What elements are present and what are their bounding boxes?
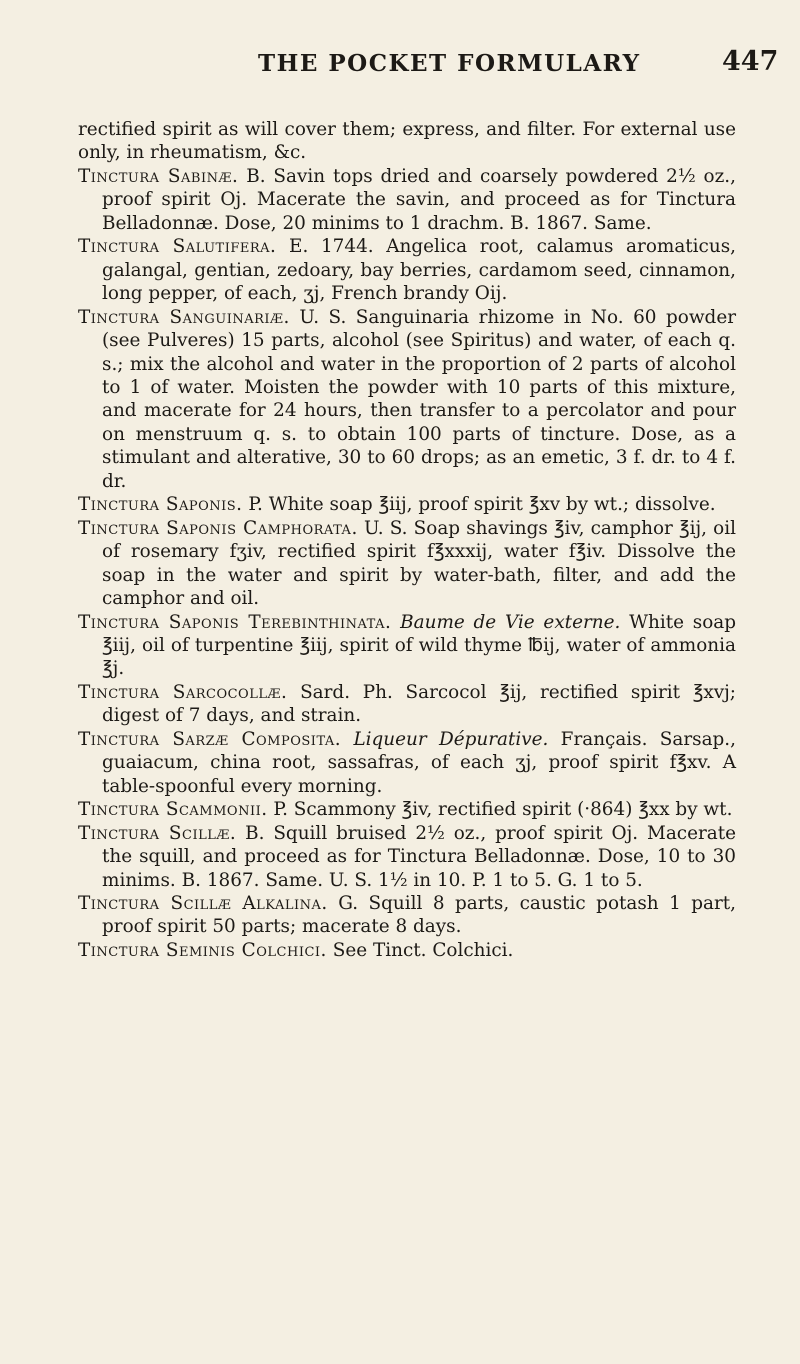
entry-continuation [78, 118, 736, 165]
entry-body: rectified spirit as will cover them; express, and filter. For external use only, in rheumatism, &c. [78, 119, 736, 164]
entry-heading: Tinctura Sarzæ Composita. [78, 728, 342, 750]
entry-heading: Tinctura Salutifera. [78, 236, 277, 258]
entry-tinctura-saponis-camphorata [78, 517, 736, 611]
entry-body: U. S. Soap shavings ℥iv, camphor ℥ij, oil of rosemary fʒiv, rectified spirit f℥xxxij, water f℥iv. Dissolve the soap in the water and spirit by water-bath, filter, and add the camphor and oil. [102, 517, 736, 610]
entry-body: See Tinct. Colchici. [326, 939, 514, 961]
entry-tinctura-saponis-terebinthinata [78, 611, 736, 681]
formulary-text [78, 118, 736, 962]
entry-tinctura-sanguinariae [78, 306, 736, 494]
running-head: THE POCKET FORMULARY [258, 50, 641, 77]
entry-body: P. White soap ℥iij, proof spirit ℥xv by wt.; dissolve. [242, 494, 716, 516]
entry-synonym: Baume de Vie externe. [391, 611, 621, 633]
page-header [0, 46, 800, 86]
entry-body: E. 1744. Angelica root, calamus aromaticus, galangal, gentian, zedoary, bay berries, cardamom seed, cinnamon, long pepper, of each, ʒj, French brandy Oij. [102, 236, 736, 305]
entry-heading: Tinctura Scillæ. [78, 822, 237, 844]
entry-heading: Tinctura Sabinæ. [78, 165, 239, 187]
entry-tinctura-scillae [78, 822, 736, 892]
entry-body: White soap ℥iij, oil of turpentine ℥iij, spirit of wild thyme ℔ij, water of ammonia ℥j. [102, 611, 737, 680]
entry-tinctura-scammonii [78, 798, 736, 821]
entry-tinctura-sarzae-composita [78, 728, 736, 798]
entry-heading: Tinctura Seminis Colchici. [78, 939, 327, 961]
entry-tinctura-sabinae [78, 165, 736, 235]
entry-tinctura-saponis [78, 493, 736, 516]
entry-synonym: Liqueur Dépurative. [341, 728, 549, 750]
page-number: 447 [722, 46, 779, 77]
entry-heading: Tinctura Scillæ Alkalina. [78, 892, 328, 914]
entry-body: Sard. Ph. Sarcocol ℥ij, rectified spirit ℥xvj; digest of 7 days, and strain. [102, 681, 737, 727]
entry-heading: Tinctura Sanguinariæ. [78, 306, 290, 328]
entry-tinctura-sarcocollae [78, 681, 736, 728]
entry-body: U. S. Sanguinaria rhizome in No. 60 powder (see Pulveres) 15 parts, alcohol (see Spiritus) and water, of each q. s.; mix the alcohol and water in the proportion of 2 parts of alcohol to 1 of water. Moisten the powder with 10 parts of this mixture, and macerate for 24 hours, then transfer to a percolator and pour on menstruum q. s. to obtain 100 parts of tincture. Dose, as a stimulant and alterative, 30 to 60 drops; as an emetic, 3 f. dr. to 4 f. dr. [102, 306, 737, 492]
entry-body: Français. Sarsap., guaiacum, china root, sassafras, of each ʒj, proof spirit f℥xv. A table-spoonful every morning. [102, 728, 736, 797]
entry-heading: Tinctura Saponis Terebinthinata. [78, 611, 392, 633]
entry-heading: Tinctura Scammonii. [78, 799, 268, 821]
entry-heading: Tinctura Saponis. [78, 494, 243, 516]
entry-heading: Tinctura Sarcocollæ. [78, 681, 288, 703]
entry-body: G. Squill 8 parts, caustic potash 1 part, proof spirit 50 parts; macerate 8 days. [102, 892, 737, 938]
entry-body: P. Scammony ℥iv, rectified spirit (·864) ℥xx by wt. [267, 799, 733, 821]
entry-body: B. Savin tops dried and coarsely powdered 2½ oz., proof spirit Oj. Macerate the savin, and proceed as for Tinctura Belladonnæ. Dose, 20 minims to 1 drachm. B. 1867. Same. [102, 165, 736, 234]
entry-tinctura-salutifera [78, 235, 736, 305]
entry-heading: Tinctura Saponis Camphorata. [78, 517, 358, 539]
entry-tinctura-seminis-colchici [78, 939, 736, 962]
entry-body: B. Squill bruised 2½ oz., proof spirit Oj. Macerate the squill, and proceed as for Tinctura Belladonnæ. Dose, 10 to 30 minims. B. 1867. Same. U. S. 1½ in 10. P. 1 to 5. G. 1 to 5. [102, 822, 736, 891]
entry-tinctura-scillae-alkalina [78, 892, 736, 939]
